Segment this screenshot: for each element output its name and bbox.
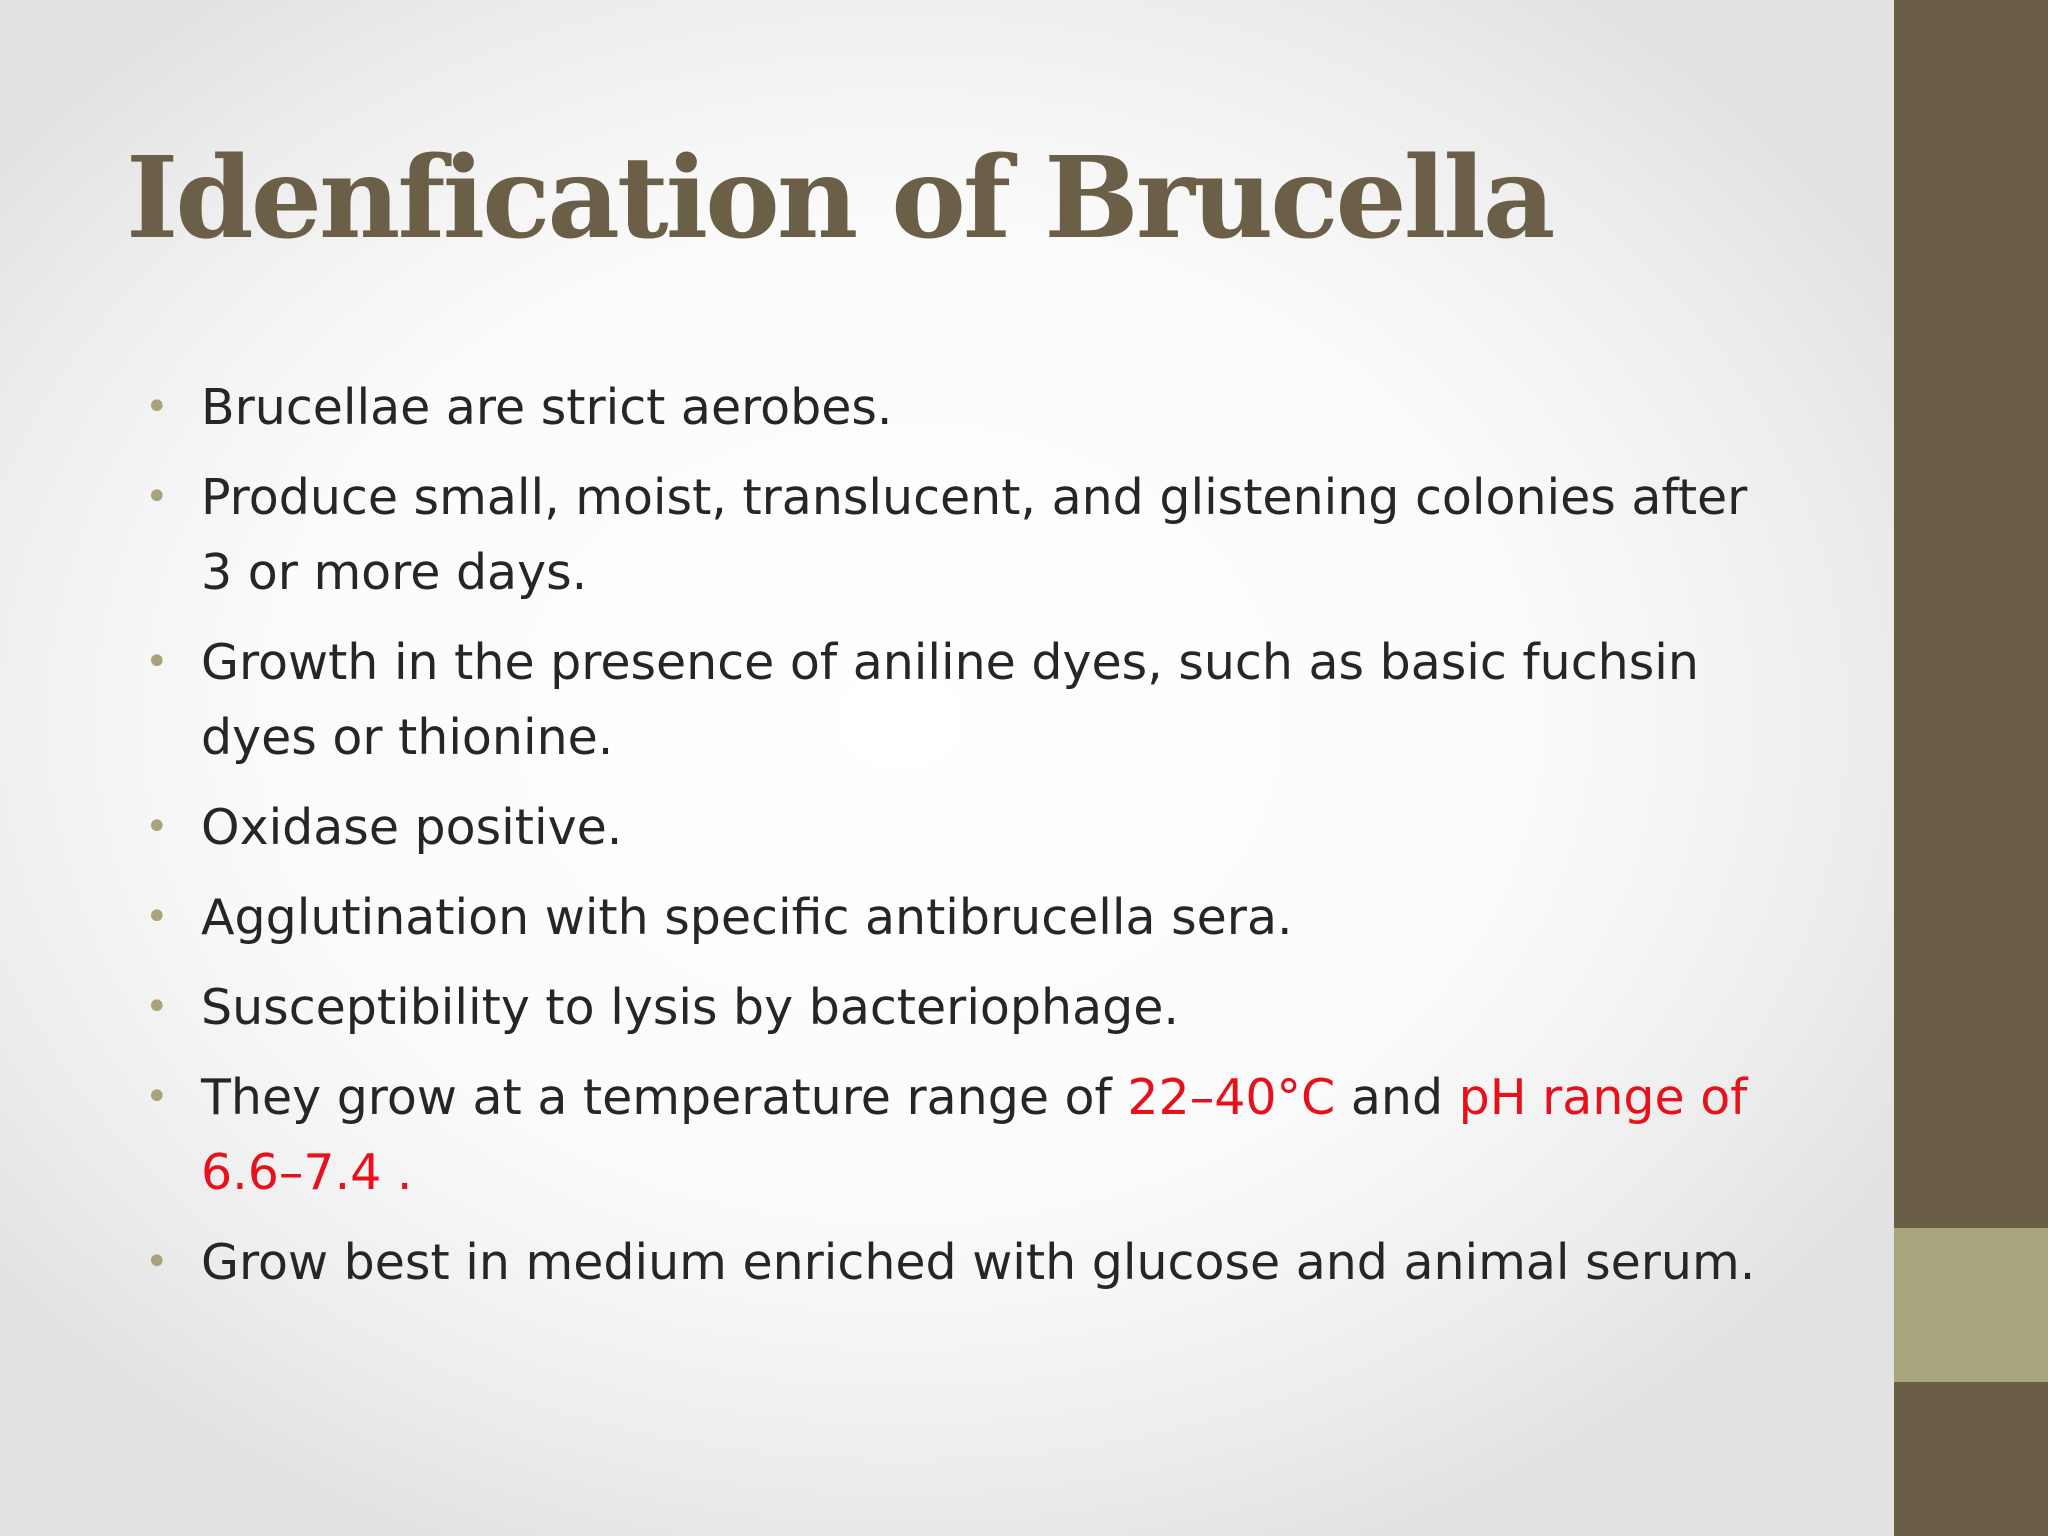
decorative-sidebar bbox=[1894, 0, 2048, 1536]
bullet-dot: • bbox=[145, 474, 169, 520]
bullet-text-connector: and bbox=[1335, 1069, 1459, 1126]
sidebar-light-segment bbox=[1894, 1228, 2048, 1382]
bullet-dot: • bbox=[145, 384, 169, 430]
bullet-list bbox=[145, 370, 1785, 1315]
bullet-text: Brucellae are strict aerobes. bbox=[201, 379, 893, 436]
bullet-text: Produce small, moist, translucent, and glistening colonies after 3 or more days. bbox=[201, 469, 1748, 601]
sidebar-dark-segment-bottom bbox=[1894, 1382, 2048, 1536]
bullet-item bbox=[145, 880, 1785, 955]
bullet-text: Oxidase positive. bbox=[201, 799, 623, 856]
bullet-dot: • bbox=[145, 639, 169, 685]
bullet-dot: • bbox=[145, 804, 169, 850]
bullet-item bbox=[145, 370, 1785, 445]
sidebar-dark-segment-top bbox=[1894, 0, 2048, 1228]
bullet-dot: • bbox=[145, 894, 169, 940]
bullet-text: They grow at a temperature range of bbox=[201, 1069, 1128, 1126]
bullet-item bbox=[145, 1225, 1785, 1300]
bullet-text: Growth in the presence of aniline dyes, such as basic fuchsin dyes or thionine. bbox=[201, 634, 1699, 766]
bullet-item bbox=[145, 460, 1785, 610]
bullet-item bbox=[145, 790, 1785, 865]
bullet-item bbox=[145, 1060, 1785, 1210]
bullet-item bbox=[145, 625, 1785, 775]
bullet-text: Susceptibility to lysis by bacteriophage. bbox=[201, 979, 1179, 1036]
bullet-item bbox=[145, 970, 1785, 1045]
bullet-dot: • bbox=[145, 1239, 169, 1285]
bullet-dot: • bbox=[145, 1074, 169, 1120]
bullet-text: Grow best in medium enriched with glucose and animal serum. bbox=[201, 1234, 1756, 1291]
ph-range-highlight: pH range of 6.6–7.4 . bbox=[201, 1069, 1748, 1201]
bullet-text: Agglutination with specific antibrucella sera. bbox=[201, 889, 1293, 946]
slide-title: Idenfication of Brucella bbox=[126, 133, 1553, 264]
bullet-dot: • bbox=[145, 984, 169, 1030]
temperature-range-highlight: 22–40°C bbox=[1127, 1069, 1336, 1126]
